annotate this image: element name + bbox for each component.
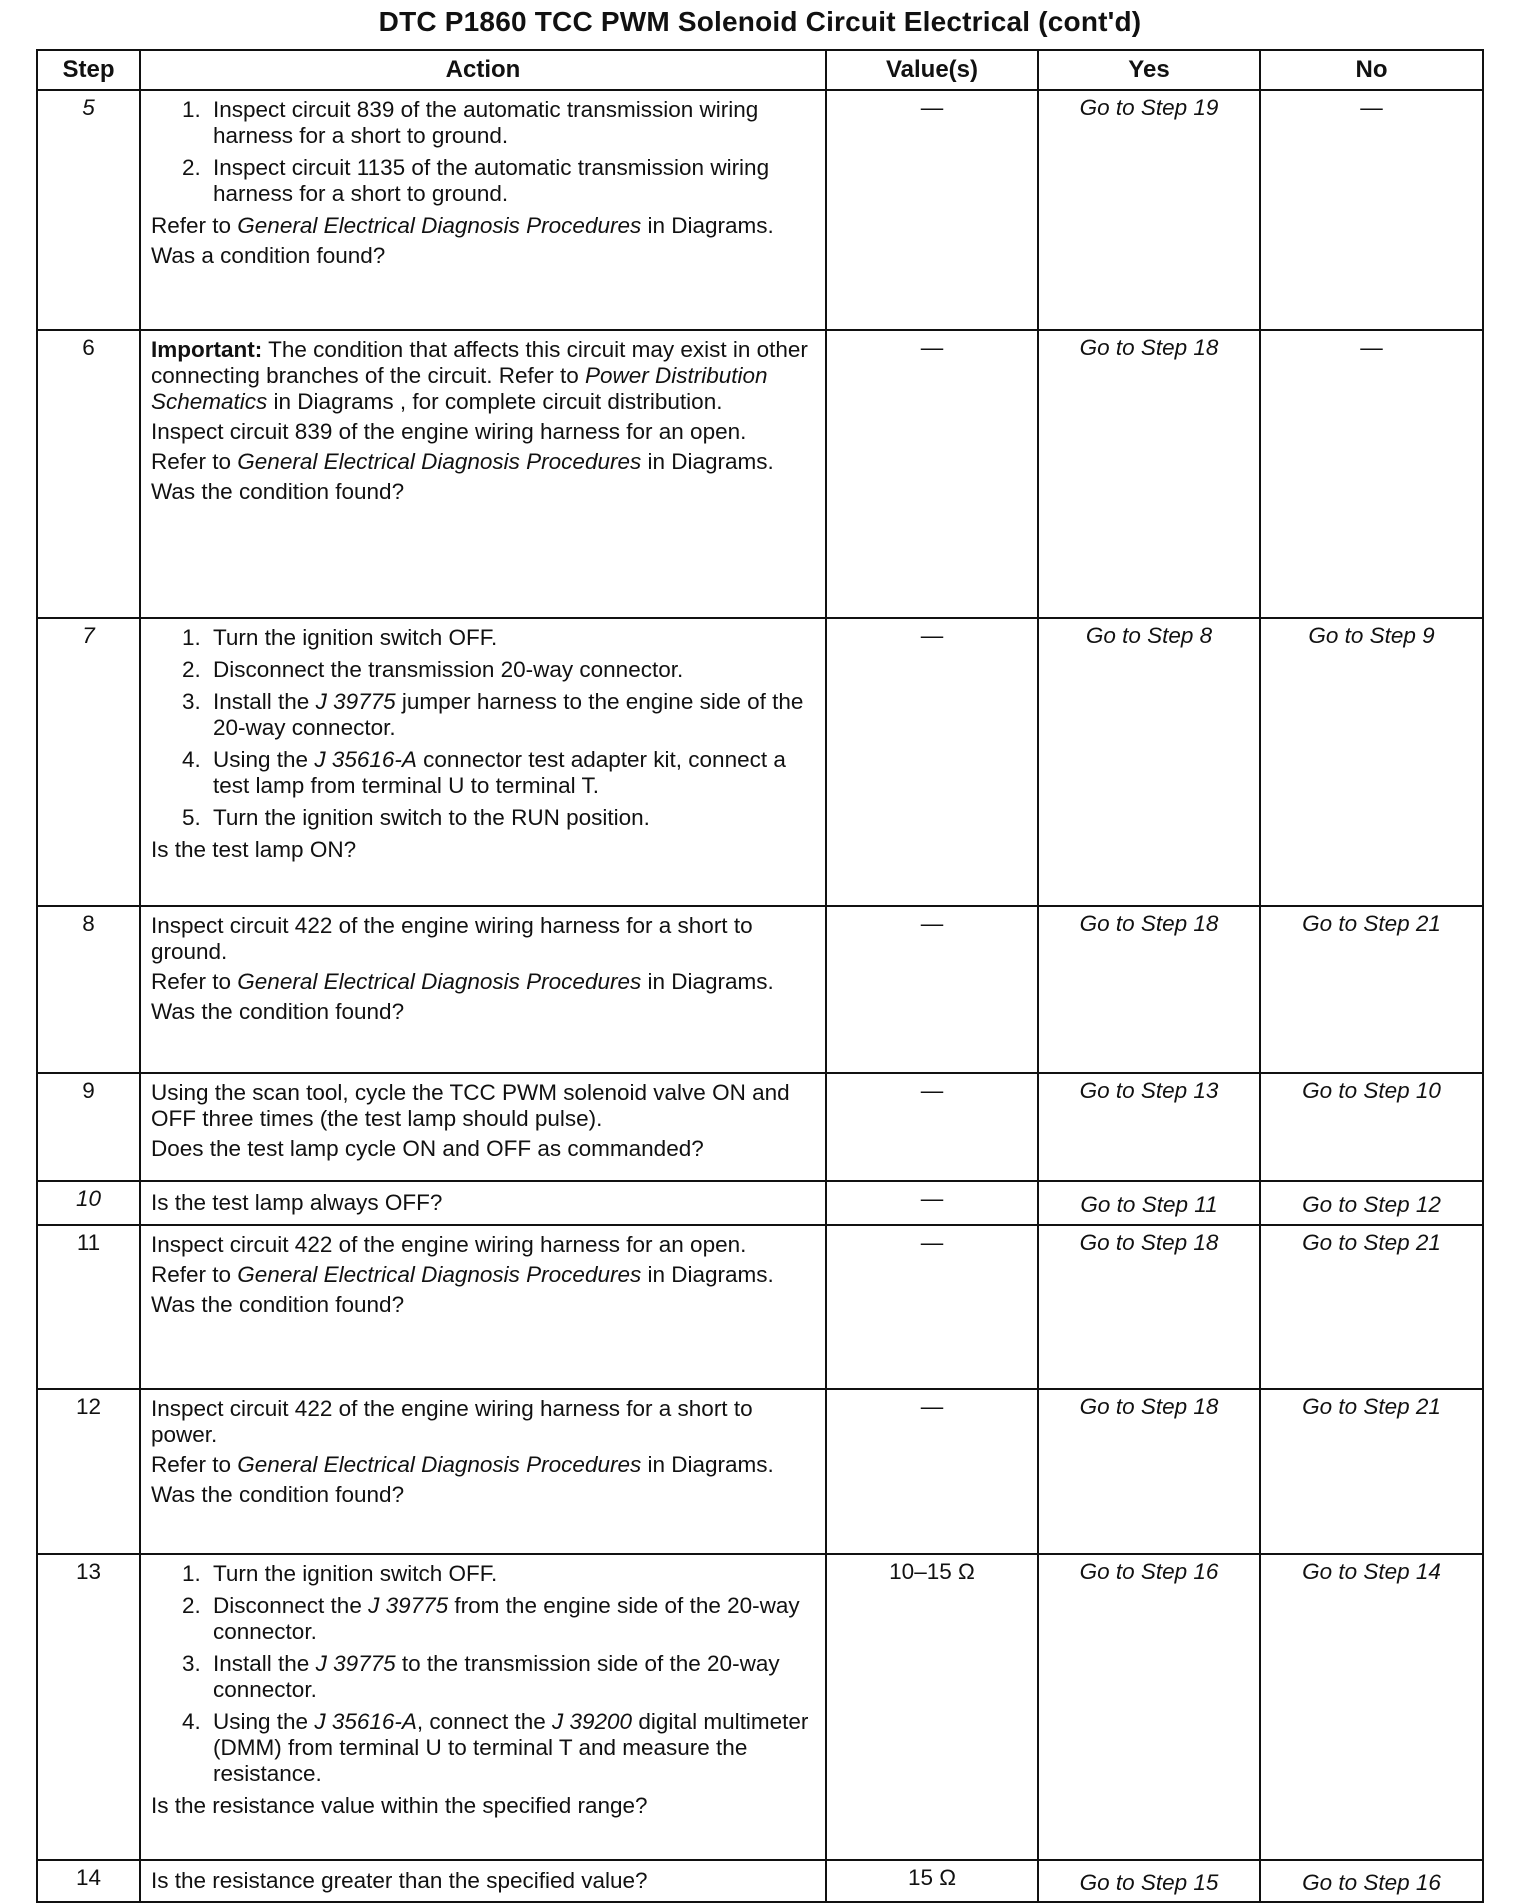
value-cell: 10–15 Ω — [826, 1554, 1038, 1860]
table-row — [37, 1860, 1483, 1902]
table-row — [37, 330, 1483, 618]
value-cell: — — [826, 1073, 1038, 1181]
yes-cell: Go to Step 18 — [1038, 1225, 1260, 1389]
no-cell: Go to Step 21 — [1260, 1389, 1483, 1554]
list-item: 2. Disconnect the J 39775 from the engine side of the 20-way connector. — [207, 1593, 815, 1645]
action-cell — [140, 1073, 826, 1181]
instruction-text: Using the scan tool, cycle the TCC PWM solenoid valve ON and OFF three times (the test lamp should pulse). — [151, 1080, 790, 1131]
value-cell: 15 Ω — [826, 1860, 1038, 1902]
yes-cell: Go to Step 8 — [1038, 618, 1260, 906]
important-note: Important: The condition that affects this circuit may exist in other connecting branches of the circuit. Refer to Power Distribution Schematics in Diagrams , for complete circuit distribution. — [151, 337, 808, 414]
list-item: 2. Disconnect the transmission 20-way connector. — [207, 657, 815, 683]
step-number: 8 — [37, 906, 140, 1073]
no-cell: Go to Step 21 — [1260, 906, 1483, 1073]
action-cell — [140, 906, 826, 1073]
step-number: 9 — [37, 1073, 140, 1181]
value-cell: — — [826, 330, 1038, 618]
inspect-text: Inspect circuit 422 of the engine wiring harness for a short to power. — [151, 1396, 753, 1447]
question-text: Was the condition found? — [151, 1292, 405, 1317]
table-row — [37, 906, 1483, 1073]
yes-cell: Go to Step 19 — [1038, 90, 1260, 330]
action-list — [151, 97, 815, 207]
inspect-text: Inspect circuit 422 of the engine wiring harness for a short to ground. — [151, 913, 753, 964]
action-cell — [140, 1225, 826, 1389]
step-number: 14 — [37, 1860, 140, 1902]
no-cell: Go to Step 9 — [1260, 618, 1483, 906]
value-cell: — — [826, 1181, 1038, 1225]
header-no: No — [1260, 50, 1483, 90]
list-item: 5. Turn the ignition switch to the RUN position. — [207, 805, 815, 831]
inspect-text: Inspect circuit 839 of the engine wiring harness for an open. — [151, 419, 747, 444]
table-row — [37, 618, 1483, 906]
table-row — [37, 1225, 1483, 1389]
yes-cell: Go to Step 18 — [1038, 906, 1260, 1073]
table-row — [37, 90, 1483, 330]
question-text: Was the condition found? — [151, 479, 405, 504]
step-number: 5 — [37, 90, 140, 330]
no-cell: Go to Step 16 — [1260, 1860, 1483, 1902]
action-list — [151, 1561, 815, 1787]
question-text: Was the condition found? — [151, 1482, 405, 1507]
action-cell — [140, 330, 826, 618]
value-cell: — — [826, 1225, 1038, 1389]
refer-text: Refer to General Electrical Diagnosis Procedures in Diagrams. — [151, 449, 774, 474]
table-row — [37, 1389, 1483, 1554]
step-number: 13 — [37, 1554, 140, 1860]
no-cell: Go to Step 12 — [1260, 1181, 1483, 1225]
list-item: 1. Turn the ignition switch OFF. — [207, 1561, 815, 1587]
question-text: Was a condition found? — [151, 243, 386, 268]
step-number: 10 — [37, 1181, 140, 1225]
table-row — [37, 1181, 1483, 1225]
step-number: 12 — [37, 1389, 140, 1554]
no-cell: — — [1260, 90, 1483, 330]
list-item: 2. Inspect circuit 1135 of the automatic transmission wiring harness for a short to ground. — [207, 155, 815, 207]
value-cell: — — [826, 1389, 1038, 1554]
refer-text: Refer to General Electrical Diagnosis Procedures in Diagrams. — [151, 969, 774, 994]
page-title: DTC P1860 TCC PWM Solenoid Circuit Electrical (cont'd) — [378, 6, 1142, 37]
action-cell — [140, 90, 826, 330]
action-cell — [140, 1181, 826, 1225]
table-row — [37, 1073, 1483, 1181]
header-step: Step — [37, 50, 140, 90]
action-cell — [140, 1389, 826, 1554]
question-text: Is the test lamp ON? — [151, 837, 357, 862]
list-item: 1. Turn the ignition switch OFF. — [207, 625, 815, 651]
action-list — [151, 625, 815, 831]
table-row — [37, 1554, 1483, 1860]
no-cell: Go to Step 10 — [1260, 1073, 1483, 1181]
step-number: 6 — [37, 330, 140, 618]
header-values: Value(s) — [826, 50, 1038, 90]
action-cell — [140, 1554, 826, 1860]
no-cell: Go to Step 21 — [1260, 1225, 1483, 1389]
value-cell: — — [826, 90, 1038, 330]
value-cell: — — [826, 618, 1038, 906]
list-item: 3. Install the J 39775 jumper harness to the engine side of the 20-way connector. — [207, 689, 815, 741]
header-yes: Yes — [1038, 50, 1260, 90]
question-text: Was the condition found? — [151, 999, 405, 1024]
yes-cell: Go to Step 18 — [1038, 1389, 1260, 1554]
inspect-text: Inspect circuit 422 of the engine wiring harness for an open. — [151, 1232, 747, 1257]
step-number: 11 — [37, 1225, 140, 1389]
refer-text: Refer to General Electrical Diagnosis Procedures in Diagrams. — [151, 1262, 774, 1287]
no-cell: — — [1260, 330, 1483, 618]
yes-cell: Go to Step 11 — [1038, 1181, 1260, 1225]
list-item: 4. Using the J 35616-A connector test adapter kit, connect a test lamp from terminal U to terminal T. — [207, 747, 815, 799]
yes-cell: Go to Step 16 — [1038, 1554, 1260, 1860]
yes-cell: Go to Step 18 — [1038, 330, 1260, 618]
question-text: Is the resistance value within the specified range? — [151, 1793, 648, 1818]
action-cell — [140, 618, 826, 906]
header-row — [37, 50, 1483, 90]
yes-cell: Go to Step 13 — [1038, 1073, 1260, 1181]
question-text: Is the test lamp always OFF? — [151, 1190, 443, 1215]
list-item: 1. Inspect circuit 839 of the automatic transmission wiring harness for a short to ground. — [207, 97, 815, 149]
header-action: Action — [140, 50, 826, 90]
question-text: Does the test lamp cycle ON and OFF as commanded? — [151, 1136, 704, 1161]
diagnostic-table — [36, 49, 1484, 1903]
question-text: Is the resistance greater than the specified value? — [151, 1868, 648, 1893]
refer-text: Refer to General Electrical Diagnosis Procedures in Diagrams. — [151, 1452, 774, 1477]
action-cell — [140, 1860, 826, 1902]
no-cell: Go to Step 14 — [1260, 1554, 1483, 1860]
value-cell: — — [826, 906, 1038, 1073]
list-item: 3. Install the J 39775 to the transmission side of the 20-way connector. — [207, 1651, 815, 1703]
list-item: 4. Using the J 35616-A, connect the J 39200 digital multimeter (DMM) from terminal U to terminal T and measure the resistance. — [207, 1709, 815, 1787]
refer-text: Refer to General Electrical Diagnosis Procedures in Diagrams. — [151, 213, 774, 238]
yes-cell: Go to Step 15 — [1038, 1860, 1260, 1902]
step-number: 7 — [37, 618, 140, 906]
